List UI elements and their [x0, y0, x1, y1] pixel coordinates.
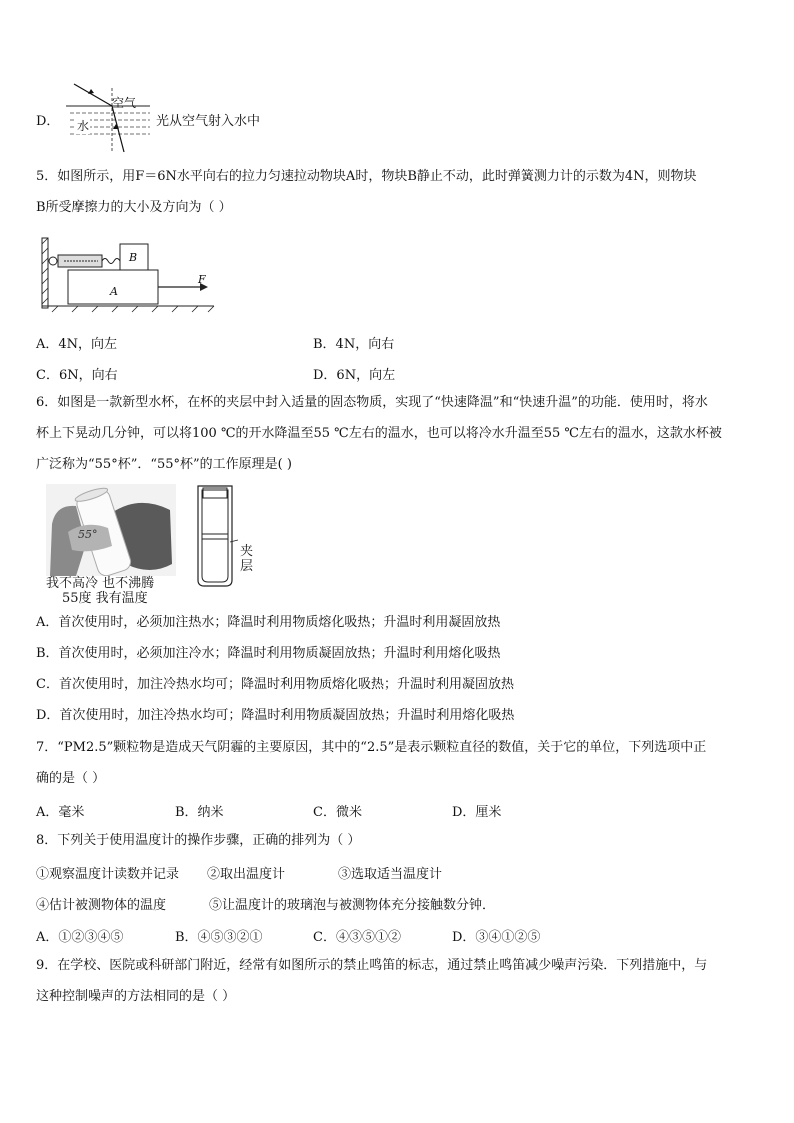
fig-label-water: 水 [77, 119, 90, 133]
q6-stem-line3: 广泛称为“55°杯”．“55°杯”的工作原理是( ) [36, 457, 292, 472]
q7-stem-line2: 确的是（ ） [36, 771, 106, 786]
layer-label-1: 夹 [240, 544, 254, 559]
q8-option-c: C．④③⑤①② [313, 930, 401, 945]
q7-option-c: C．微米 [313, 805, 362, 820]
q8-option-a: A．①②③④⑤ [36, 930, 124, 945]
q7-option-d: D．厘米 [452, 805, 502, 820]
cup-caption-line2: 55度 我有温度 [62, 591, 148, 606]
q7-stem-line1: 7．“PM2.5”颗粒物是造成天气阴霾的主要原因，其中的“2.5”是表示颗粒直径的数值，关于它的单位，下列选项中正 [36, 740, 707, 755]
q8-step-4: ④估计被测物体的温度 [36, 898, 167, 913]
cup-diagram [192, 484, 242, 588]
q5-option-b: B．4N，向右 [313, 337, 395, 352]
q5-option-a: A．4N，向左 [36, 337, 118, 352]
q7-option-a: A．毫米 [36, 805, 85, 820]
q4-option-d-text: 光从空气射入水中 [156, 114, 261, 129]
q5-option-d: D．6N，向左 [313, 368, 396, 383]
fig-label-f: F [198, 273, 206, 286]
q8-step-1: ①观察温度计读数并记录 [36, 867, 180, 882]
q5-option-c: C．6N，向右 [36, 368, 118, 383]
cup-photo-mark: 55° [78, 528, 98, 541]
q6-option-a: A．首次使用时，必须加注热水；降温时利用物质熔化吸热；升温时利用凝固放热 [36, 615, 501, 630]
q8-option-d: D．③④①②⑤ [452, 930, 541, 945]
q6-option-c: C．首次使用时，加注冷热水均可；降温时利用物质熔化吸热；升温时利用凝固放热 [36, 677, 514, 692]
q8-step-5: ⑤让温度计的玻璃泡与被测物体充分接触数分钟． [209, 898, 496, 913]
q8-step-3: ③选取适当温度计 [338, 867, 443, 882]
cup-photo [46, 484, 176, 576]
q5-stem-line1: 5．如图所示，用F＝6N水平向右的拉力匀速拉动物块A时，物块B静止不动，此时弹簧测力计的示数为4N，则物块 [36, 169, 697, 184]
fig-label-b: B [129, 251, 138, 264]
fig-label-a: A [110, 285, 118, 298]
layer-label-2: 层 [240, 559, 254, 574]
q6-option-b: B．首次使用时，必须加注冷水；降温时利用物质凝固放热；升温时利用熔化吸热 [36, 646, 501, 661]
fig-label-air: 空气 [112, 96, 137, 110]
cup-caption-line1: 我不高冷 也不沸腾 [46, 576, 155, 591]
q6-stem-line1: 6．如图是一款新型水杯，在杯的夹层中封入适量的固态物质，实现了“快速降温”和“快速升温”的功能．使用时，将水 [36, 395, 708, 410]
q6-stem-line2: 杯上下晃动几分钟，可以将100 ℃的开水降温至55 ℃左右的温水，也可以将冷水升温至55 ℃左右的温水，这款水杯被 [36, 426, 722, 441]
friction-figure [38, 234, 218, 318]
q5-stem-line2: B所受摩擦力的大小及方向为（ ） [36, 200, 232, 215]
q4-option-d-label: D． [36, 114, 60, 129]
q7-option-b: B．纳米 [175, 805, 224, 820]
q8-stem: 8．下列关于使用温度计的操作步骤，正确的排列为（ ） [36, 833, 361, 848]
q9-stem-line1: 9．在学校、医院或科研部门附近，经常有如图所示的禁止鸣笛的标志，通过禁止鸣笛减少噪声污染．下列措施中，与 [36, 958, 708, 973]
q8-step-2: ②取出温度计 [207, 867, 286, 882]
q8-option-b: B．④⑤③②① [175, 930, 263, 945]
q6-option-d: D．首次使用时，加注冷热水均可；降温时利用物质凝固放热；升温时利用熔化吸热 [36, 708, 515, 723]
q9-stem-line2: 这种控制噪声的方法相同的是（ ） [36, 989, 236, 1004]
